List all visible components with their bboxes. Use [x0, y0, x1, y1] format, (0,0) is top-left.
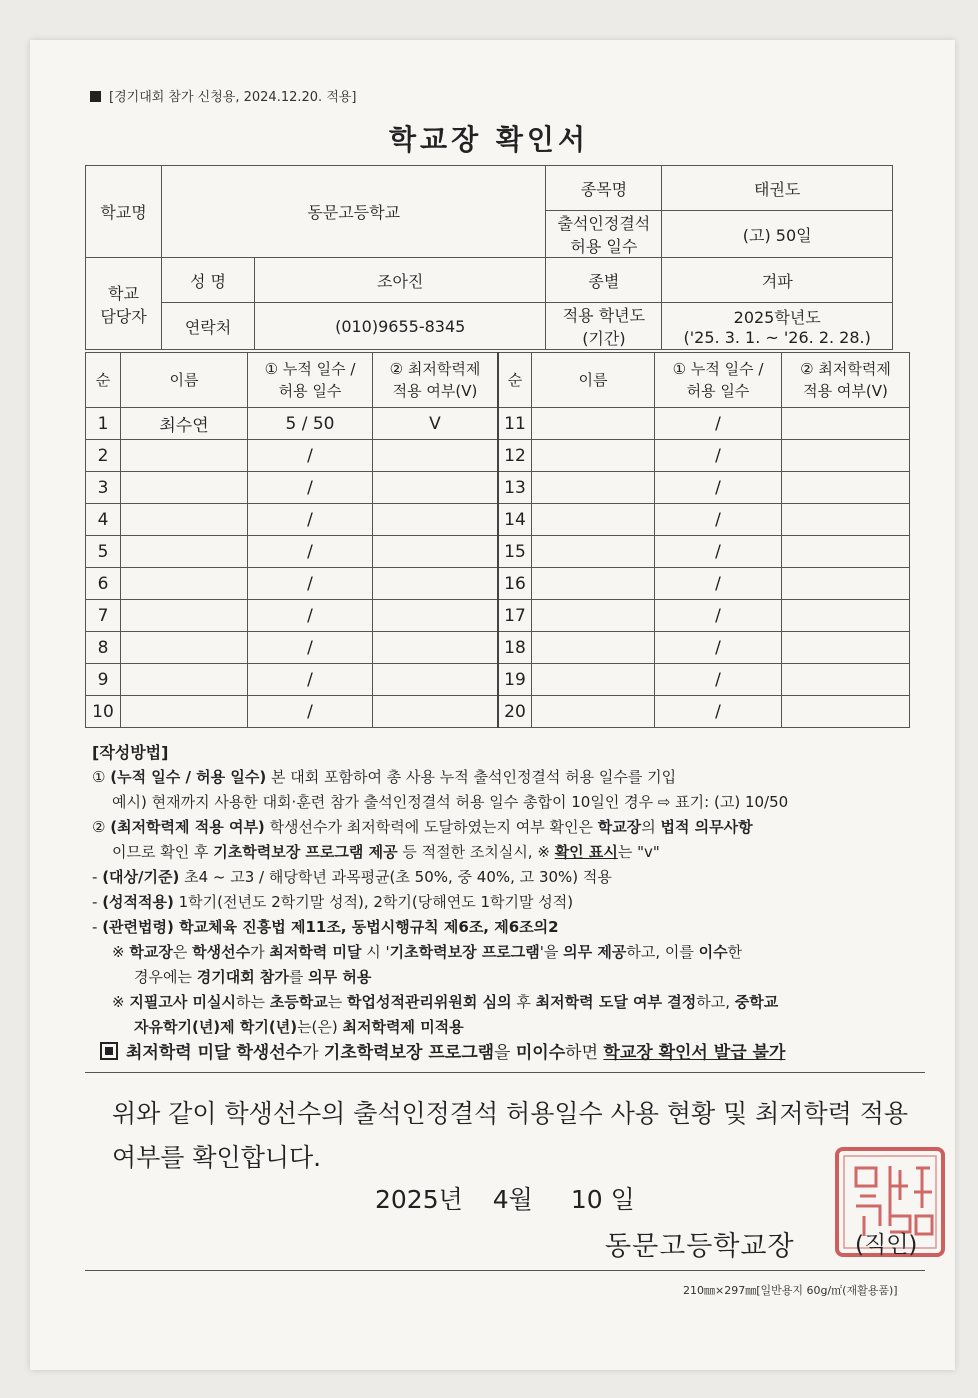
sport-value: 태권도: [662, 166, 893, 211]
cell-min: [782, 440, 910, 472]
table-row: [86, 600, 910, 632]
cell-no: 13: [498, 472, 532, 504]
instruction-line: - (관련법령) 학교체육 진흥법 제11조, 동법시행규칙 제6조, 제6조의2: [92, 918, 559, 936]
cell-no: 3: [86, 472, 121, 504]
cell-days: /: [248, 440, 373, 472]
table-row: [86, 536, 910, 568]
cell-no: 18: [498, 632, 532, 664]
header-no: 순: [86, 353, 121, 408]
cell-no: 16: [498, 568, 532, 600]
header-min: ② 최저학력제 적용 여부(V): [782, 353, 910, 408]
cell-min: [373, 504, 499, 536]
cell-name: [532, 568, 655, 600]
cell-days: /: [248, 632, 373, 664]
table-row: [86, 472, 910, 504]
manager-label: 학교 담당자: [86, 258, 162, 350]
signer-name: 동문고등학교장: [605, 1231, 795, 1262]
cell-name: [532, 536, 655, 568]
cell-days: /: [248, 472, 373, 504]
cell-days: /: [655, 536, 782, 568]
cell-no: 1: [86, 408, 121, 440]
table-row: [86, 664, 910, 696]
cell-min: V: [373, 408, 499, 440]
cell-days: /: [655, 568, 782, 600]
divider: [85, 1072, 925, 1073]
cell-min: [782, 472, 910, 504]
cell-days: /: [655, 408, 782, 440]
cell-no: 10: [86, 696, 121, 728]
cell-min: [782, 664, 910, 696]
cell-days: /: [248, 504, 373, 536]
stamp-label: (직인): [855, 1232, 918, 1258]
cell-no: 6: [86, 568, 121, 600]
school-value: 동문고등학교: [162, 166, 546, 258]
cell-min: [373, 472, 499, 504]
table-row: [86, 440, 910, 472]
cell-days: /: [655, 664, 782, 696]
cell-no: 14: [498, 504, 532, 536]
cell-min: [782, 504, 910, 536]
cell-days: /: [248, 664, 373, 696]
square-bullet-icon: [90, 91, 101, 102]
cell-no: 5: [86, 536, 121, 568]
cell-no: 15: [498, 536, 532, 568]
cell-min: [373, 600, 499, 632]
cell-name: [121, 568, 248, 600]
cell-days: /: [248, 600, 373, 632]
cell-name: [121, 632, 248, 664]
event-label: 종별: [546, 258, 662, 303]
cell-min: [373, 536, 499, 568]
document-title: 학교장 확인서: [388, 123, 590, 156]
cell-days: 5 / 50: [248, 408, 373, 440]
cell-no: 4: [86, 504, 121, 536]
issue-date: 2025년 4월 10 일: [375, 1185, 635, 1214]
cell-name: [121, 536, 248, 568]
cell-name: [532, 632, 655, 664]
info-table: [85, 165, 893, 350]
header-name: 이름: [121, 353, 248, 408]
table-row: [86, 632, 910, 664]
contact-label: 연락처: [162, 303, 255, 350]
instruction-line: 이므로 확인 후 기초학력보장 프로그램 제공 등 적절한 조치실시, ※ 확인 표시는 "v": [112, 843, 660, 861]
table-row: [86, 504, 910, 536]
cell-min: [782, 536, 910, 568]
cell-name: [532, 440, 655, 472]
instruction-line: - (성적적용) 1학기(전년도 2학기말 성적), 2학기(당해연도 1학기말 성적): [92, 893, 574, 911]
cell-name: [121, 664, 248, 696]
year-value: 2025학년도 ('25. 3. 1. ~ '26. 2. 28.): [662, 303, 893, 350]
divider: [85, 1270, 925, 1271]
contact-value: (010)9655-8345: [255, 303, 546, 350]
cell-min: [782, 408, 910, 440]
cell-days: /: [655, 472, 782, 504]
cell-name: [532, 664, 655, 696]
cell-no: 20: [498, 696, 532, 728]
instruction-line: 예시) 현재까지 사용한 대회·훈련 참가 출석인정결석 허용 일수 총합이 10일인 경우 ⇨ 표기: (고) 10/50: [112, 793, 789, 811]
checkbox-square-icon: [100, 1042, 118, 1060]
name-label: 성 명: [162, 258, 255, 303]
cell-name: [121, 696, 248, 728]
cell-days: /: [248, 696, 373, 728]
cell-min: [373, 664, 499, 696]
cell-no: 9: [86, 664, 121, 696]
cell-no: 7: [86, 600, 121, 632]
table-row: [86, 568, 910, 600]
header-days: ① 누적 일수 / 허용 일수: [655, 353, 782, 408]
instruction-line: ※ 지필고사 미실시하는 초등학교는 학업성적관리위원회 심의 후 최저학력 도달 여부 결정하고, 중학교: [112, 993, 779, 1011]
cell-name: [532, 408, 655, 440]
paper-spec-footer: 210㎜×297㎜[일반용지 60g/㎡(재활용품)]: [683, 1284, 898, 1297]
instruction-line: ① (누적 일수 / 허용 일수) 본 대회 포함하여 총 사용 누적 출석인정결석 허용 일수를 기입: [92, 768, 677, 786]
school-label: 학교명: [86, 166, 162, 258]
final-note: 최저학력 미달 학생선수가 기초학력보장 프로그램을 미이수하면 학교장 확인서 발급 불가: [100, 1038, 785, 1063]
table-row: [86, 408, 910, 440]
cell-name: [532, 472, 655, 504]
cell-no: 12: [498, 440, 532, 472]
header-no: 순: [498, 353, 532, 408]
cell-no: 17: [498, 600, 532, 632]
cell-min: [373, 696, 499, 728]
student-table: [85, 352, 910, 728]
cell-name: [121, 440, 248, 472]
cell-min: [373, 568, 499, 600]
instruction-line: - (대상/기준) 초4 ~ 고3 / 해당학년 과목평균(초 50%, 중 40%, 고 30%) 적용: [92, 868, 612, 886]
header-name: 이름: [532, 353, 655, 408]
cell-days: /: [248, 536, 373, 568]
header-min: ② 최저학력제 적용 여부(V): [373, 353, 499, 408]
absence-label: 출석인정결석 허용 일수: [546, 211, 662, 258]
cell-days: /: [655, 440, 782, 472]
cell-name: 최수연: [121, 408, 248, 440]
cell-no: 8: [86, 632, 121, 664]
cell-days: /: [655, 632, 782, 664]
top-note: [경기대회 참가 신청용, 2024.12.20. 적용]: [90, 86, 357, 105]
cell-name: [532, 504, 655, 536]
cell-name: [532, 600, 655, 632]
cell-no: 2: [86, 440, 121, 472]
cell-min: [782, 696, 910, 728]
instructions: [92, 740, 922, 1040]
cell-min: [782, 632, 910, 664]
cell-min: [373, 440, 499, 472]
cell-name: [532, 696, 655, 728]
cell-days: /: [655, 696, 782, 728]
sport-label: 종목명: [546, 166, 662, 211]
table-row: [86, 696, 910, 728]
cell-name: [121, 600, 248, 632]
cell-min: [782, 600, 910, 632]
header-days: ① 누적 일수 / 허용 일수: [248, 353, 373, 408]
cell-days: /: [655, 600, 782, 632]
cell-days: /: [248, 568, 373, 600]
instruction-line: 경우에는 경기대회 참가를 의무 허용: [134, 968, 372, 986]
absence-value: (고) 50일: [662, 211, 893, 258]
cell-no: 11: [498, 408, 532, 440]
cell-name: [121, 472, 248, 504]
cell-days: /: [655, 504, 782, 536]
instructions-heading: [작성방법]: [92, 743, 169, 762]
cell-no: 19: [498, 664, 532, 696]
instruction-line: ※ 학교장은 학생선수가 최저학력 미달 시 '기초학력보장 프로그램'을 의무 제공하고, 이를 이수한: [112, 943, 743, 961]
year-label: 적용 학년도 (기간): [546, 303, 662, 350]
event-value: 겨파: [662, 258, 893, 303]
cell-name: [121, 504, 248, 536]
name-value: 조아진: [255, 258, 546, 303]
confirmation-text: 위와 같이 학생선수의 출석인정결석 허용일수 사용 현황 및 최저학력 적용 여부를 확인합니다.: [112, 1099, 909, 1172]
cell-min: [373, 632, 499, 664]
instruction-line: ② (최저학력제 적용 여부) 학생선수가 최저학력에 도달하였는지 여부 확인은 학교장의 법적 의무사항: [92, 818, 753, 836]
instruction-line: 자유학기(년)제 학기(년)는(은) 최저학력제 미적용: [134, 1018, 464, 1036]
cell-min: [782, 568, 910, 600]
